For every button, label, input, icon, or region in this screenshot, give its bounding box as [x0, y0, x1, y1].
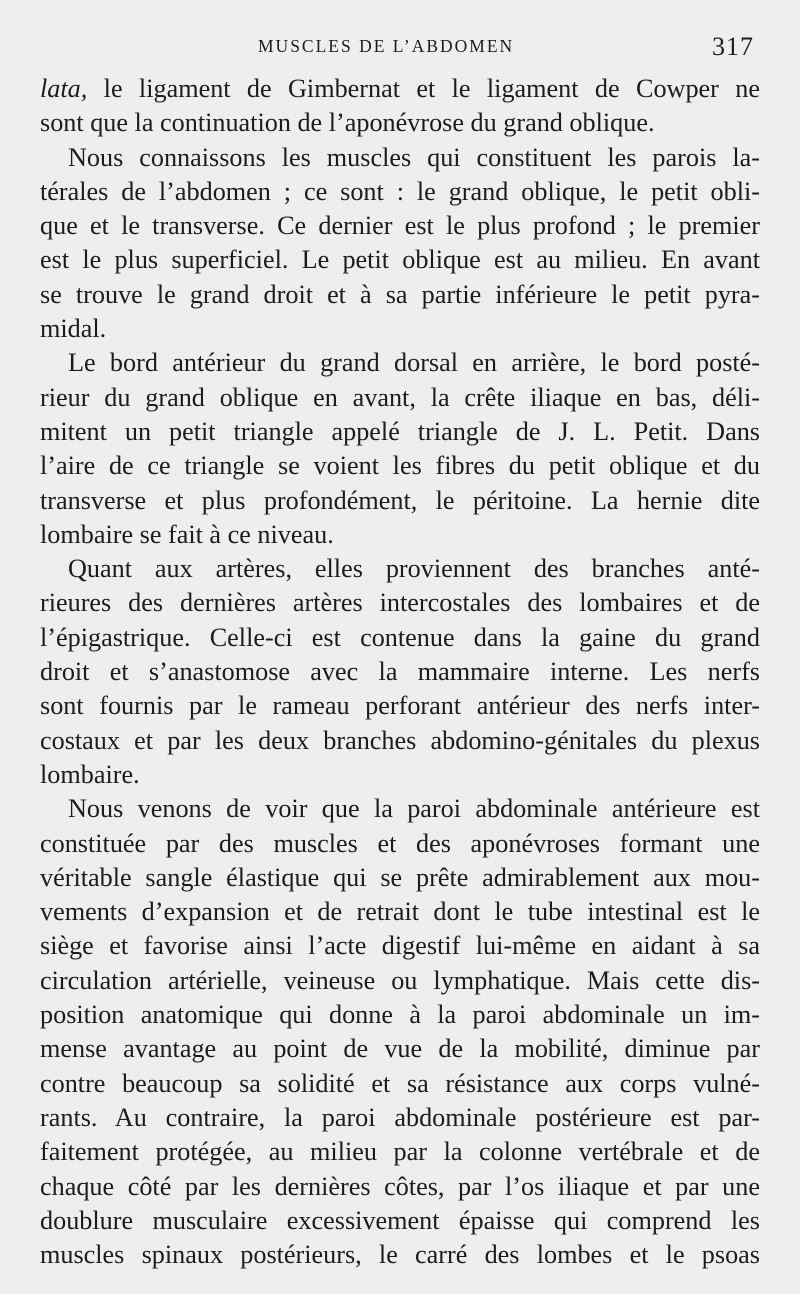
- paragraph-first-line: Quant aux artères, elles proviennent des branches anté-: [68, 554, 760, 584]
- text-line: l’épigastrique. Celle-ci est contenue dans la gaine du grand: [40, 622, 760, 652]
- text-line: que et le transverse. Ce dernier est le plus profond ; le premier: [40, 211, 760, 241]
- text-line: circulation artérielle, veineuse ou lymphatique. Mais cette dis-: [40, 965, 760, 995]
- text-line: rieures des dernières artères intercostales des lombaires et de: [40, 588, 760, 618]
- text-line: est le plus superficiel. Le petit oblique est au milieu. En avant: [40, 245, 760, 275]
- text-line: siège et favorise ainsi l’acte digestif lui-même en aidant à sa: [40, 931, 760, 961]
- text-line: mitent un petit triangle appelé triangle de J. L. Petit. Dans: [40, 416, 760, 446]
- text-line: lombaire se fait à ce niveau.: [40, 519, 334, 549]
- text-line: muscles spinaux postérieurs, le carré des lombes et le psoas: [40, 1240, 760, 1270]
- text-line: vements d’expansion et de retrait dont le tube intestinal est le: [40, 897, 760, 927]
- text-line: transverse et plus profondément, le péritoine. La hernie dite: [40, 485, 760, 515]
- paragraph-first-line: Nous venons de voir que la paroi abdominale antérieure est: [68, 794, 760, 824]
- text-line: rants. Au contraire, la paroi abdominale postérieure est par-: [40, 1102, 760, 1132]
- text-line: position anatomique qui donne à la paroi abdominale un im-: [40, 1000, 760, 1030]
- running-title: MUSCLES DE L’ABDOMEN: [258, 36, 515, 56]
- text-line: constituée par des muscles et des aponévroses formant une: [40, 828, 760, 858]
- text-line: sont fournis par le rameau perforant antérieur des nerfs inter-: [40, 691, 760, 721]
- text-line: midal.: [40, 314, 107, 344]
- running-head: [0, 30, 800, 70]
- text-line: sont que la continuation de l’aponévrose du grand oblique.: [40, 108, 655, 138]
- paragraph-first-line: Nous connaissons les muscles qui constituent les parois la-: [68, 142, 760, 172]
- body-text: [40, 72, 760, 1272]
- text-line: térales de l’abdomen ; ce sont : le grand oblique, le petit obli-: [40, 176, 760, 206]
- text-line: doublure musculaire excessivement épaisse qui comprend les: [40, 1205, 760, 1235]
- text-line: véritable sangle élastique qui se prête admirablement aux mou-: [40, 862, 760, 892]
- italic-word: lata,: [40, 74, 88, 103]
- page-number: 317: [712, 32, 754, 61]
- paragraph-first-line: Le bord antérieur du grand dorsal en arrière, le bord posté-: [68, 348, 760, 378]
- text-line: [40, 72, 760, 106]
- text-line: se trouve le grand droit et à sa partie inférieure le petit pyra-: [40, 279, 760, 309]
- text-line: rieur du grand oblique en avant, la crête iliaque en bas, déli-: [40, 382, 760, 412]
- text-line: chaque côté par les dernières côtes, par l’os iliaque et par une: [40, 1171, 760, 1201]
- text-line: l’aire de ce triangle se voient les fibres du petit oblique et du: [40, 451, 760, 481]
- text-line: droit et s’anastomose avec la mammaire interne. Les nerfs: [40, 657, 760, 687]
- text-line: costaux et par les deux branches abdomino-génitales du plexus: [40, 725, 760, 755]
- text-line: faitement protégée, au milieu par la colonne vertébrale et de: [40, 1137, 760, 1167]
- text-line: lombaire.: [40, 759, 140, 789]
- text-line: contre beaucoup sa solidité et sa résistance aux corps vulné-: [40, 1068, 760, 1098]
- line-text: le ligament de Gimbernat et le ligament de Cowper ne: [87, 74, 760, 103]
- text-line: mense avantage au point de vue de la mobilité, diminue par: [40, 1034, 760, 1064]
